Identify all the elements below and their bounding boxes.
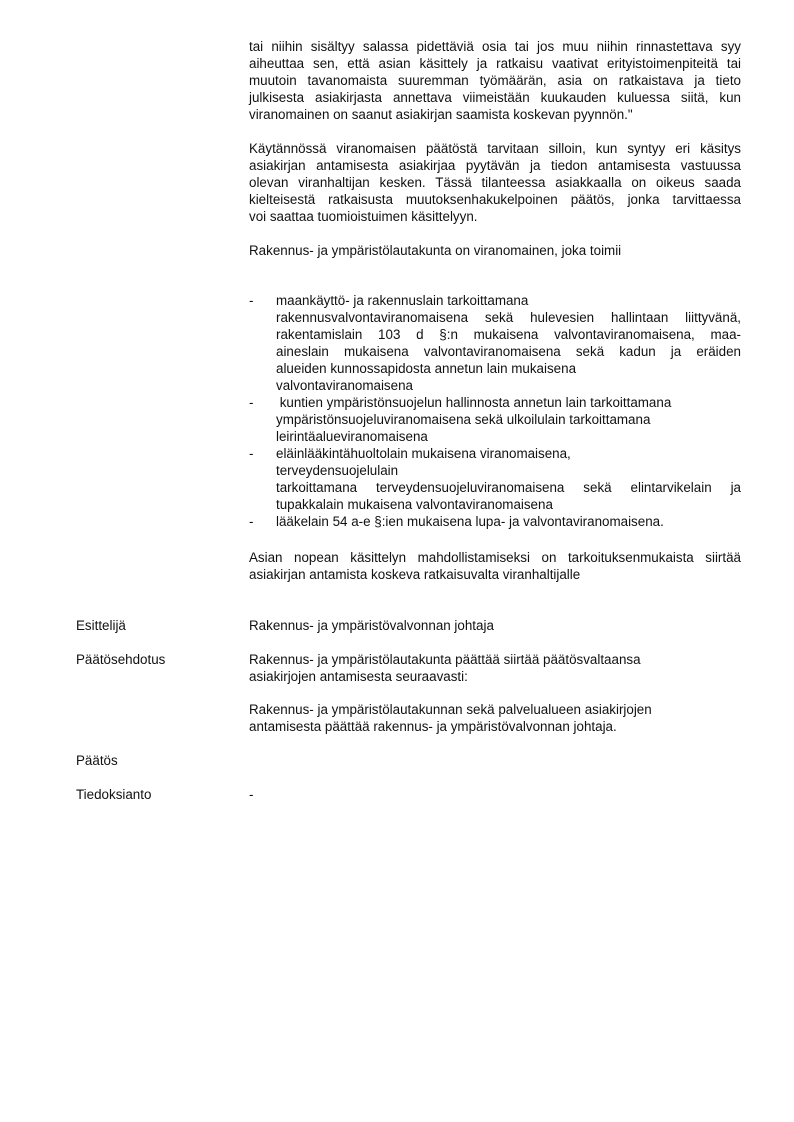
list-line: terveydensuojelulain — [276, 463, 399, 478]
paragraph-line: voi saattaa tuomioistuimen käsittelyyn. — [249, 209, 478, 224]
list-line: maankäyttö- ja rakennuslain tarkoittamana — [276, 293, 529, 308]
list-line: aineslain mukaisena valvontaviranomaisena sekä kadun ja eräiden — [276, 344, 741, 359]
practice-paragraph — [249, 140, 741, 225]
list-line: tarkoittamana terveydensuojeluviranomaisena sekä elintarvikelain ja — [276, 480, 741, 495]
list-item-text — [276, 394, 741, 445]
field-value-line: Rakennus- ja ympäristölautakunta päättää siirtää päätösvaltaansa — [249, 652, 641, 667]
paragraph-line: Käytännössä viranomaisen päätöstä tarvitaan silloin, kun syntyy eri käsitys — [249, 141, 741, 156]
list-line: valvontaviranomaisena — [276, 378, 413, 393]
authority-intro — [249, 242, 741, 259]
list-line: alueiden kunnossapidosta annetun lain mukaisena — [276, 361, 577, 376]
decision-label: Päätös — [76, 753, 118, 768]
transfer-paragraph — [249, 549, 741, 583]
field-value-line: asiakirjojen antamisesta seuraavasti: — [249, 669, 468, 684]
field-value-line: antamisesta päättää rakennus- ja ympäristövalvonnan johtaja. — [249, 719, 617, 734]
list-item-text — [276, 292, 741, 394]
paragraph-line: asiakirjan antamista koskeva ratkaisuvalta viranhaltijalle — [249, 567, 581, 582]
proposal-detail — [249, 701, 741, 735]
paragraph-line: olevan viranhaltijan kesken. Tässä tilanteessa asiakkaalla on oikeus saada — [249, 175, 741, 190]
paragraph-line: viranomainen on saanut asiakirjan saamista koskevan pyynnön." — [249, 107, 633, 122]
presenter-label: Esittelijä — [76, 618, 126, 633]
paragraph-line: muutoin tavanomaista suuremman työmäärän, asia on ratkaistava ja tieto — [249, 73, 741, 88]
list-line: tupakkalain mukaisena valvontaviranomaisena — [276, 497, 553, 512]
paragraph-line: Rakennus- ja ympäristölautakunta on viranomainen, joka toimii — [249, 243, 622, 258]
presenter-value — [249, 617, 741, 634]
paragraph-line: asiakirjan antamisesta asiakirjaa pyytävän ja tiedon antamisesta vastuussa — [249, 158, 741, 173]
paragraph-line: aiheuttaa sen, että asian käsittely ja ratkaisu vaativat erityistoimenpiteitä tai — [249, 56, 741, 71]
paragraph-line: kielteisestä ratkaisusta muutoksenhakukelpoinen päätös, jonka tarvittaessa — [249, 192, 741, 207]
paragraph-line: julkisesta asiakirjasta annettava viimeistään kuukauden kuluessa siitä, kun — [249, 90, 741, 105]
list-dash: - — [249, 446, 254, 461]
field-value: - — [249, 787, 254, 802]
notification-value — [249, 786, 741, 803]
list-line: kuntien ympäristönsuojelun hallinnosta annetun lain tarkoittamana — [276, 395, 672, 410]
proposal-value — [249, 651, 741, 685]
field-value: Rakennus- ja ympäristövalvonnan johtaja — [249, 618, 494, 633]
list-line: rakennusvalvontaviranomaisena sekä hulevesien hallintaan liittyvänä, — [276, 310, 741, 325]
list-line: ympäristönsuojeluviranomaisena sekä ulkoilulain tarkoittamana — [276, 412, 651, 427]
list-line: leirintäalueviranomaisena — [276, 429, 428, 444]
list-line: lääkelain 54 a-e §:ien mukaisena lupa- ja valvontaviranomaisena. — [276, 514, 664, 529]
decision-value — [249, 752, 741, 769]
paragraph-line: Asian nopean käsittelyn mahdollistamiseksi on tarkoituksenmukaista siirtää — [249, 550, 741, 565]
proposal-label: Päätösehdotus — [76, 652, 166, 667]
intro-paragraph — [249, 38, 741, 123]
notification-label: Tiedoksianto — [76, 787, 152, 802]
list-line: eläinlääkintähuoltolain mukaisena viranomaisena, — [276, 446, 571, 461]
list-dash: - — [249, 293, 254, 308]
field-value-line: Rakennus- ja ympäristölautakunnan sekä palvelualueen asiakirjojen — [249, 702, 652, 717]
list-item-text — [276, 513, 741, 530]
list-item-text — [276, 445, 741, 513]
list-dash: - — [249, 395, 254, 410]
list-line: rakentamislain 103 d §:n mukaisena valvontaviranomaisena, maa- — [276, 327, 741, 342]
paragraph-line: tai niihin sisältyy salassa pidettäviä osia tai jos muu niihin rinnastettava syy — [249, 39, 741, 54]
list-dash: - — [249, 514, 254, 529]
field-value — [249, 752, 741, 769]
